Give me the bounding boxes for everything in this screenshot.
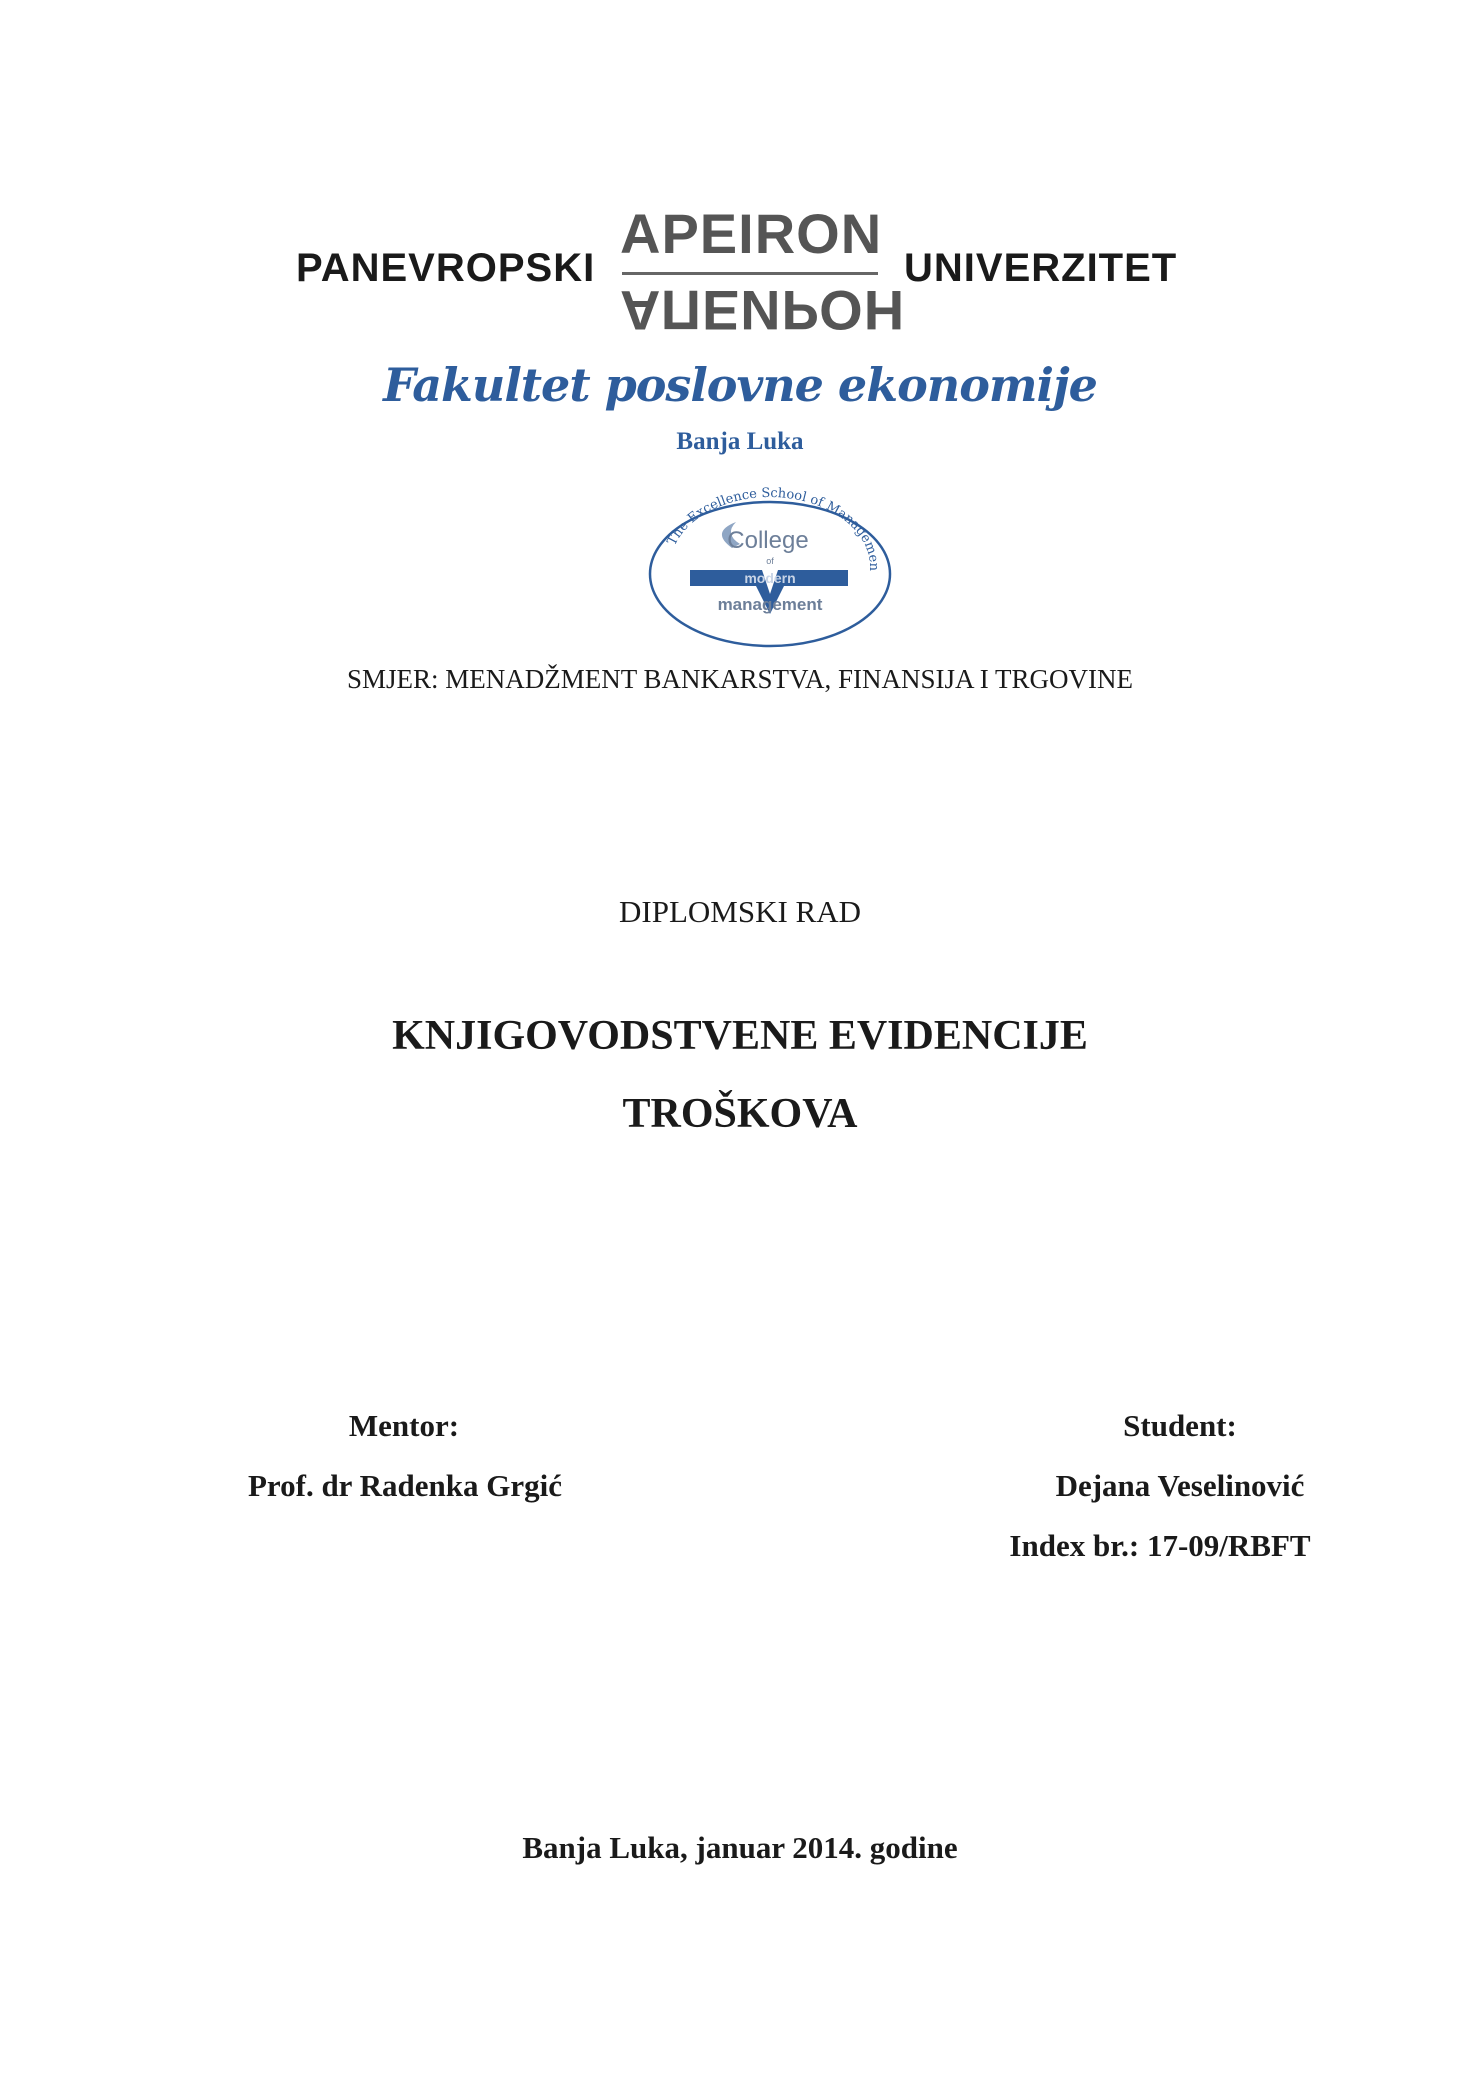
college-logo-college-text: College (727, 527, 809, 554)
student-label: Student: (1123, 1408, 1237, 1443)
college-logo-management-text: management (717, 595, 823, 614)
mentor-label: Mentor: (348, 1408, 460, 1443)
thesis-title-line-1: KNJIGOVODSTVENE EVIDENCIJE (392, 1013, 1088, 1059)
apeiron-logo-cyrillic: АПЕИРОН (620, 279, 906, 342)
apeiron-logo-latin: APEIRON (620, 202, 883, 265)
mentor-name: Prof. dr Radenka Grgić (247, 1468, 562, 1503)
college-logo-of-text: of (766, 556, 774, 566)
apeiron-logo-divider (622, 272, 878, 275)
faculty-name: Fakultet poslovne ekonomije (383, 358, 1097, 412)
place-and-date: Banja Luka, januar 2014. godine (522, 1830, 958, 1865)
document-type: DIPLOMSKI RAD (619, 894, 861, 929)
thesis-title-line-2: TROŠKOVA (622, 1091, 858, 1137)
student-index: Index br.: 17-09/RBFT (1009, 1528, 1311, 1563)
university-name-right: UNIVERZITET (904, 246, 1178, 290)
university-name-left: PANEVROPSKI (296, 246, 596, 290)
faculty-city: Banja Luka (676, 428, 804, 455)
student-name: Dejana Veselinović (1055, 1468, 1305, 1503)
college-logo-graphic (640, 482, 900, 652)
college-logo-modern-text: modern (744, 570, 796, 586)
study-program: SMJER: MENADŽMENT BANKARSTVA, FINANSIJA I TRGOVINE (346, 664, 1134, 694)
college-logo-ring-text: The Excellence School of Managemen (664, 485, 882, 572)
college-logo (640, 482, 900, 657)
